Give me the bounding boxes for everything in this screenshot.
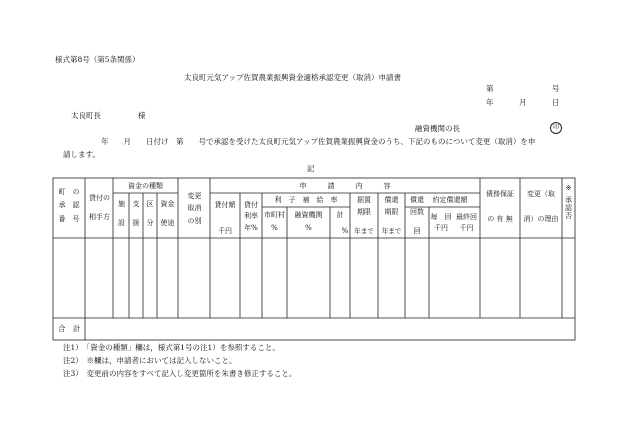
body-line-1: 年 月 日付け 第 号で承認を受けた太良町元気アップ佐賀農業振興資金のうち、下記のものについて変更（取消）を申	[101, 137, 536, 146]
note-1: 注1） 「資金の種類」欄は，様式第1号の注1）を参照すること。	[63, 343, 280, 352]
header-borrower	[86, 194, 113, 223]
header-approval-no-b: 承 認	[58, 201, 80, 210]
doc-no-suffix: 号	[552, 84, 560, 93]
header-loan-amount: 貸付額	[214, 201, 236, 209]
header-approval-mark: ※	[565, 184, 572, 192]
header-reason-b: 消）の理由	[523, 215, 559, 224]
header-approval-b: 認	[565, 204, 572, 213]
header-contract-repay: 約定償還額	[432, 196, 468, 204]
addressee-honorific: 様	[138, 111, 146, 120]
header-grace	[350, 196, 378, 236]
seal-mark: 印	[550, 122, 562, 134]
header-kubun-a: 区	[146, 200, 154, 208]
header-last-time-b: 千円	[459, 224, 474, 233]
header-approval	[562, 184, 575, 220]
header-loan-amount-unit: 千円	[218, 227, 232, 235]
header-total: 計	[336, 211, 344, 219]
header-last-time-a: 最終回	[456, 213, 477, 221]
header-approval-c: 否	[565, 212, 572, 221]
header-repay-count-b: 回数	[410, 208, 424, 217]
header-repay-b: 期限	[384, 208, 399, 217]
header-guarantee-a: 債務保証	[486, 190, 514, 198]
header-shikin-usage	[157, 200, 178, 229]
header-repay	[378, 196, 405, 236]
header-approval-no	[55, 188, 83, 224]
doc-no-label: 第	[486, 84, 494, 93]
date-month: 月	[519, 98, 527, 107]
header-borrower-b: 相手方	[89, 213, 110, 222]
header-total-unit: %	[341, 227, 349, 235]
document-title: 太良町元気アップ佐賀農業振興資金適格承認変更（取消）申請書	[184, 73, 401, 82]
form-number: 様式第8号（第5条関係）	[55, 55, 140, 64]
header-approval-no-c: 番 号	[58, 214, 80, 223]
header-bank-unit: %	[305, 224, 312, 232]
header-grace-a: 据置	[357, 196, 371, 204]
header-borrower-a: 貸付の	[89, 194, 110, 202]
header-loan-rate-b: 利率	[244, 212, 258, 221]
date-day: 日	[552, 98, 560, 107]
header-guarantee	[480, 190, 520, 225]
header-reason	[520, 190, 562, 225]
header-grace-b: 期限	[357, 208, 371, 217]
header-kubun	[143, 200, 157, 229]
total-row-label: 合 計	[58, 324, 81, 333]
note-2: 注2） ※欄は，申請者においては記入しないこと。	[63, 356, 237, 365]
header-shien-b: 援	[132, 219, 140, 228]
header-shien	[129, 200, 143, 229]
date-year: 年	[486, 98, 494, 107]
header-repay-count-c: 回	[413, 226, 421, 235]
header-loan-rate-c: 年%	[244, 223, 258, 232]
header-repay-a: 償還	[384, 196, 399, 204]
header-repay-c: 年まで	[381, 226, 402, 235]
header-change-type-b: 取消	[187, 204, 202, 213]
header-shisetsu-a: 施	[118, 200, 125, 208]
ki-label: 記	[307, 164, 315, 173]
header-reason-a: 変更（取	[527, 190, 555, 198]
header-loan-rate-a: 貸付	[244, 201, 258, 209]
note-3: 注3） 変更前の内容をすべて記入し変更箇所を朱書き修正すること。	[63, 369, 297, 378]
header-shikin-usage-a: 資金	[160, 200, 175, 208]
header-loan-rate	[240, 201, 262, 233]
header-bank: 融資機関	[294, 211, 323, 219]
header-change-type-a: 変更	[187, 192, 202, 200]
header-application: 申 請 内 容	[299, 182, 391, 190]
header-change-type-c: の別	[187, 216, 202, 225]
addressee: 太良町長	[71, 111, 101, 120]
header-subsidy-rate: 利 子 補 給 率	[274, 196, 338, 204]
applicant-label: 融資機関の長	[415, 124, 460, 133]
header-shisetsu	[114, 200, 129, 229]
header-fund-type: 資金の種類	[128, 182, 163, 190]
header-town-unit: %	[271, 224, 278, 232]
header-each-time-b: 千円	[434, 224, 448, 233]
header-town: 市町村	[264, 211, 285, 219]
header-each-time-a: 毎 回	[430, 213, 452, 221]
header-repay-count-a: 償還	[410, 196, 424, 204]
header-each-time	[429, 213, 453, 234]
header-guarantee-b: の 有 無	[487, 215, 513, 224]
header-shisetsu-b: 設	[118, 219, 125, 228]
header-shien-a: 支	[132, 200, 140, 208]
header-kubun-b: 分	[146, 219, 154, 228]
body-line-2: 請します。	[63, 150, 100, 159]
header-approval-no-a: 町 の	[58, 188, 80, 196]
header-change-type	[179, 192, 210, 226]
header-approval-a: 承	[565, 196, 572, 205]
header-grace-c: 年まで	[354, 226, 374, 235]
header-last-time	[453, 213, 480, 234]
header-shikin-usage-b: 使途	[160, 219, 175, 228]
